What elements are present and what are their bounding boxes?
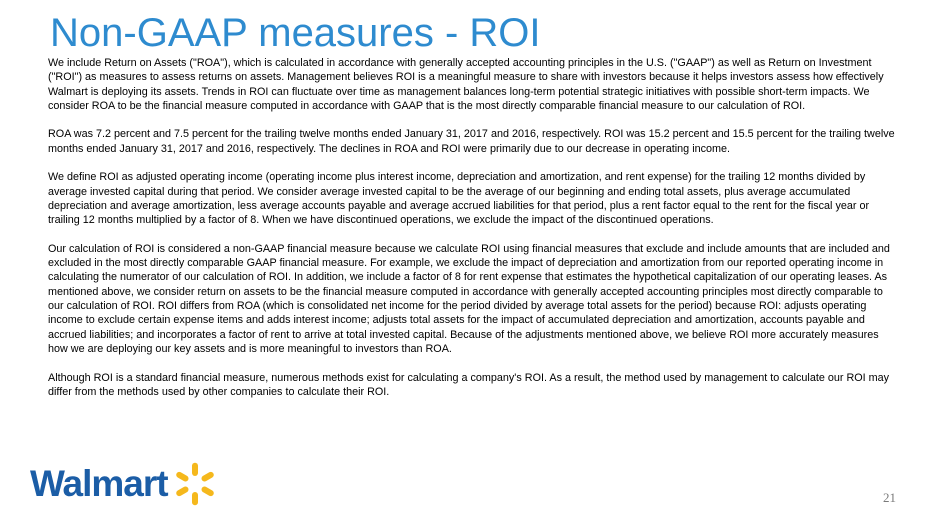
paragraph-methods-disclaimer: Although ROI is a standard financial measure, numerous methods exist for calculating a company's ROI. As a result, the method used by management to calculate our ROI may differ from the methods used by other companies to calculate their ROI. [48,371,890,398]
body-text [48,56,896,413]
spark-icon [172,458,218,510]
walmart-logo [30,456,218,512]
slide-title: Non-GAAP measures - ROI [50,11,541,55]
paragraph-roi-definition: We define ROI as adjusted operating income (operating income plus interest income, depreciation and amortization, and rent expense) for the trailing 12 months divided by average invested capital during that period. We consider average invested capital to be the average of our beginning and ending total assets, plus average accumulated depreciation and average amortization, less average accounts payable and average accrued liabilities for that period, plus a rent factor equal to the rent for the fiscal year or trailing 12 months multiplied by a factor of 8. When we have discontinued operations, we exclude the impact of the discontinued operations. [48,171,870,227]
paragraph-roa-roi-intro: We include Return on Assets ("ROA"), which is calculated in accordance with generally accepted accounting principles in the U.S. ("GAAP") as well as Return on Investment ("ROI") as measures to assess returns on assets. Management believes ROI is a meaningful measure to share with investors because it helps investors assess how effectively Walmart is deploying its assets. Trends in ROI can fluctuate over time as management balances long-term potential strategic initiatives with possible short-term impacts. We consider ROA to be the financial measure computed in accordance with GAAP that is the most directly comparable financial measure to our calculation of ROI. [48,57,884,112]
logo-wordmark: Walmart [30,463,168,504]
paragraph-roa-roi-values: ROA was 7.2 percent and 7.5 percent for the trailing twelve months ended January 31, 2017 and 2016, respectively. ROI was 15.2 percent and 15.5 percent for the trailing twelve months ended January 31, 2017 and 2016, respectively. The declines in ROA and ROI were primarily due to our decrease in operating income. [48,128,895,155]
page-number: 21 [883,490,896,505]
paragraph-non-gaap-explanation: Our calculation of ROI is considered a non-GAAP financial measure because we calculate ROI using financial measures that exclude and include amounts that are included and excluded in the most directly comparable GAAP financial measure. For example, we exclude the impact of depreciation and amortization from our reported operating income in calculating the numerator of our calculation of ROI. In addition, we include a factor of 8 for rent expense that estimates the hypothetical capitalization of our operating leases. As mentioned above, we consider return on assets to be the financial measure computed in accordance with generally accepted accounting principles most directly comparable to our calculation of ROI. ROI differs from ROA (which is consolidated net income for the period divided by average total assets for the period) because ROI: adjusts operating income to exclude certain expense items and adds interest income; adjusts total assets for the impact of accumulated depreciation and amortization, accounts payable and accrued liabilities; and incorporates a factor of rent to arrive at total invested capital. Because of the adjustments mentioned above, we believe ROI more accurately measures how we are deploying our key assets and is more meaningful to investors than ROA. [48,242,890,355]
